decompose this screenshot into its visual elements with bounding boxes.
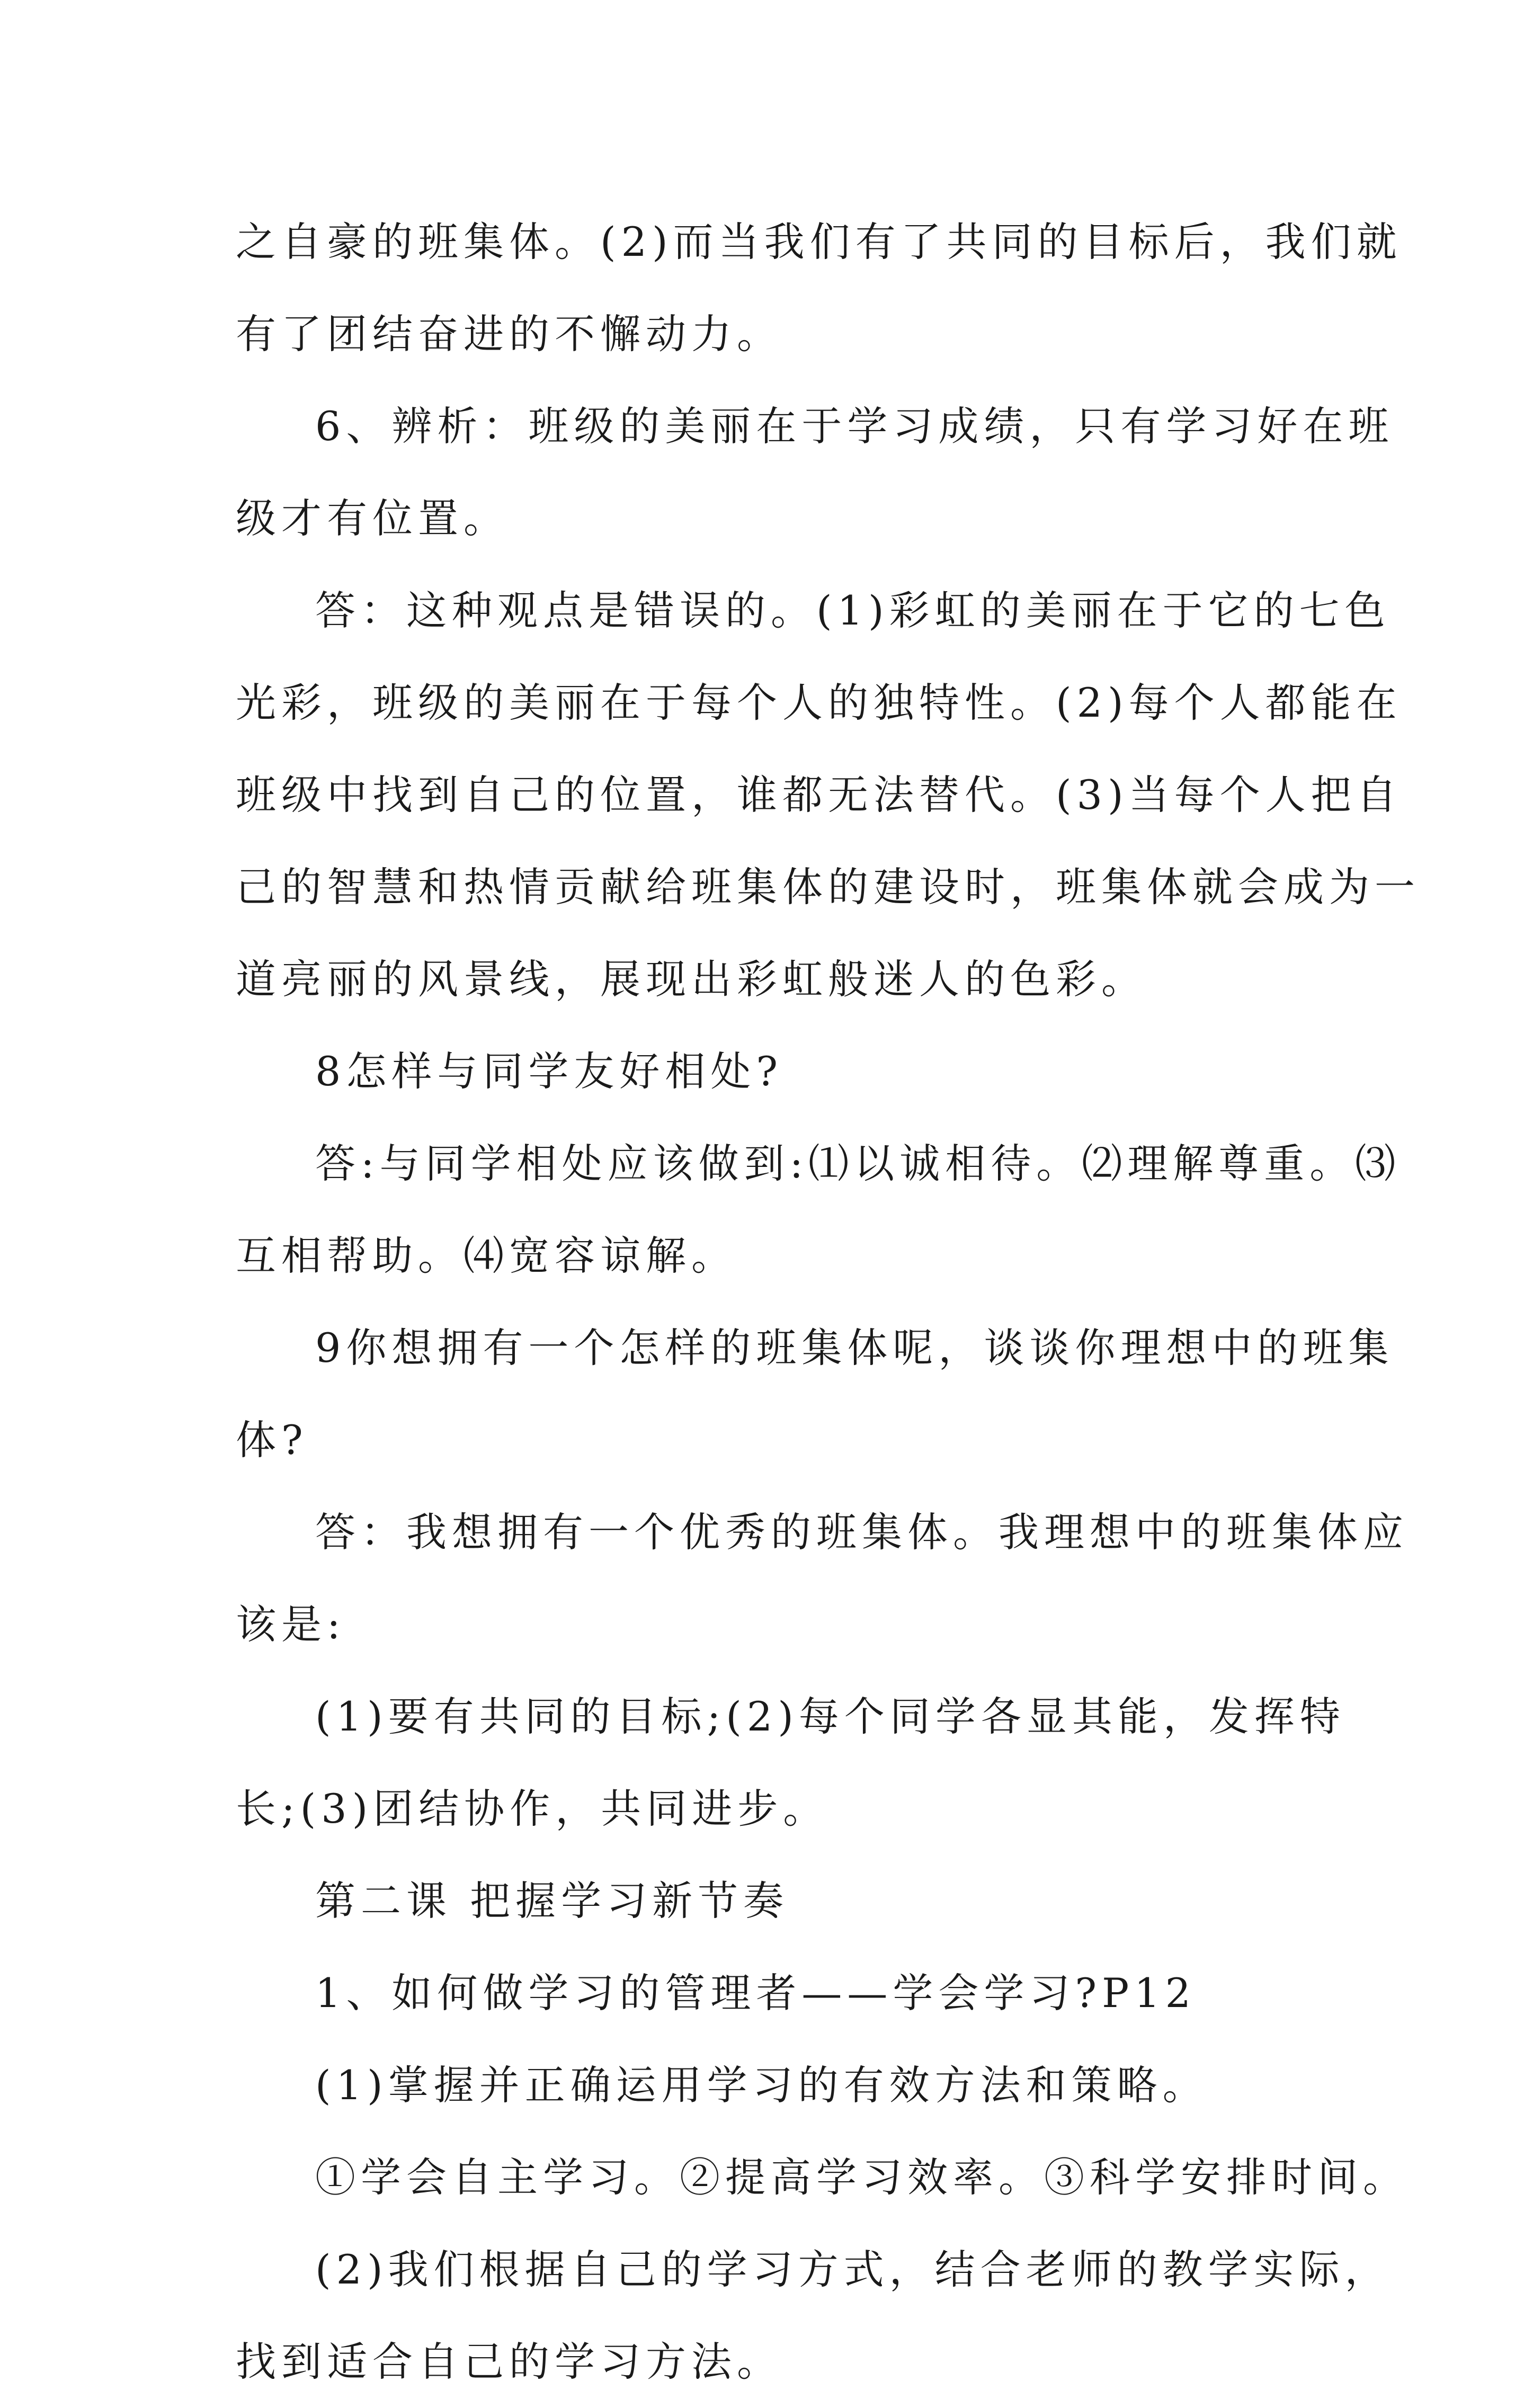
text-line: (1)要有共同的目标;(2)每个同学各显其能，发挥特	[315, 1693, 1345, 1740]
section-heading: 第二课 把握学习新节奏	[315, 1877, 789, 1924]
text-line: 己的智慧和热情贡献给班集体的建设时，班集体就会成为一	[236, 863, 1420, 911]
text-line: 9你想拥有一个怎样的班集体呢，谈谈你理想中的班集	[315, 1324, 1394, 1371]
text-line: 答:与同学相处应该做到:⑴以诚相待。⑵理解尊重。⑶	[315, 1140, 1401, 1187]
text-line: 1、如何做学习的管理者——学会学习?P12	[315, 1969, 1196, 2017]
text-line: 6、辨析：班级的美丽在于学习成绩，只有学习好在班	[315, 403, 1394, 450]
text-line: 之自豪的班集体。(2)而当我们有了共同的目标后，我们就	[236, 218, 1402, 265]
text-line: 长;(3)团结协作，共同进步。	[236, 1785, 829, 1832]
text-line: 答：这种观点是错误的。(1)彩虹的美丽在于它的七色	[315, 587, 1391, 634]
text-line: 道亮丽的风景线，展现出彩虹般迷人的色彩。	[236, 956, 1147, 1003]
text-line: 光彩，班级的美丽在于每个人的独特性。(2)每个人都能在	[236, 679, 1402, 726]
text-line: (2)我们根据自己的学习方式，结合老师的教学实际，	[315, 2246, 1391, 2293]
text-line: 有了团结奋进的不懈动力。	[236, 310, 782, 358]
text-line: (1)掌握并正确运用学习的有效方法和策略。	[315, 2062, 1208, 2109]
text-line: 答：我想拥有一个优秀的班集体。我理想中的班集体应	[315, 1509, 1409, 1556]
text-line: 互相帮助。⑷宽容谅解。	[236, 1232, 737, 1279]
text-line: ①学会自主学习。②提高学习效率。③科学安排时间。	[315, 2154, 1409, 2201]
document-body	[236, 196, 1420, 2408]
text-line: 班级中找到自己的位置，谁都无法替代。(3)当每个人把自	[236, 771, 1402, 818]
text-line: 级才有位置。	[236, 495, 509, 542]
text-line: 体?	[236, 1416, 308, 1464]
text-line: 该是:	[236, 1601, 346, 1648]
text-line: 找到适合自己的学习方法。	[236, 2338, 782, 2385]
text-line: 8怎样与同学友好相处?	[315, 1048, 783, 1095]
